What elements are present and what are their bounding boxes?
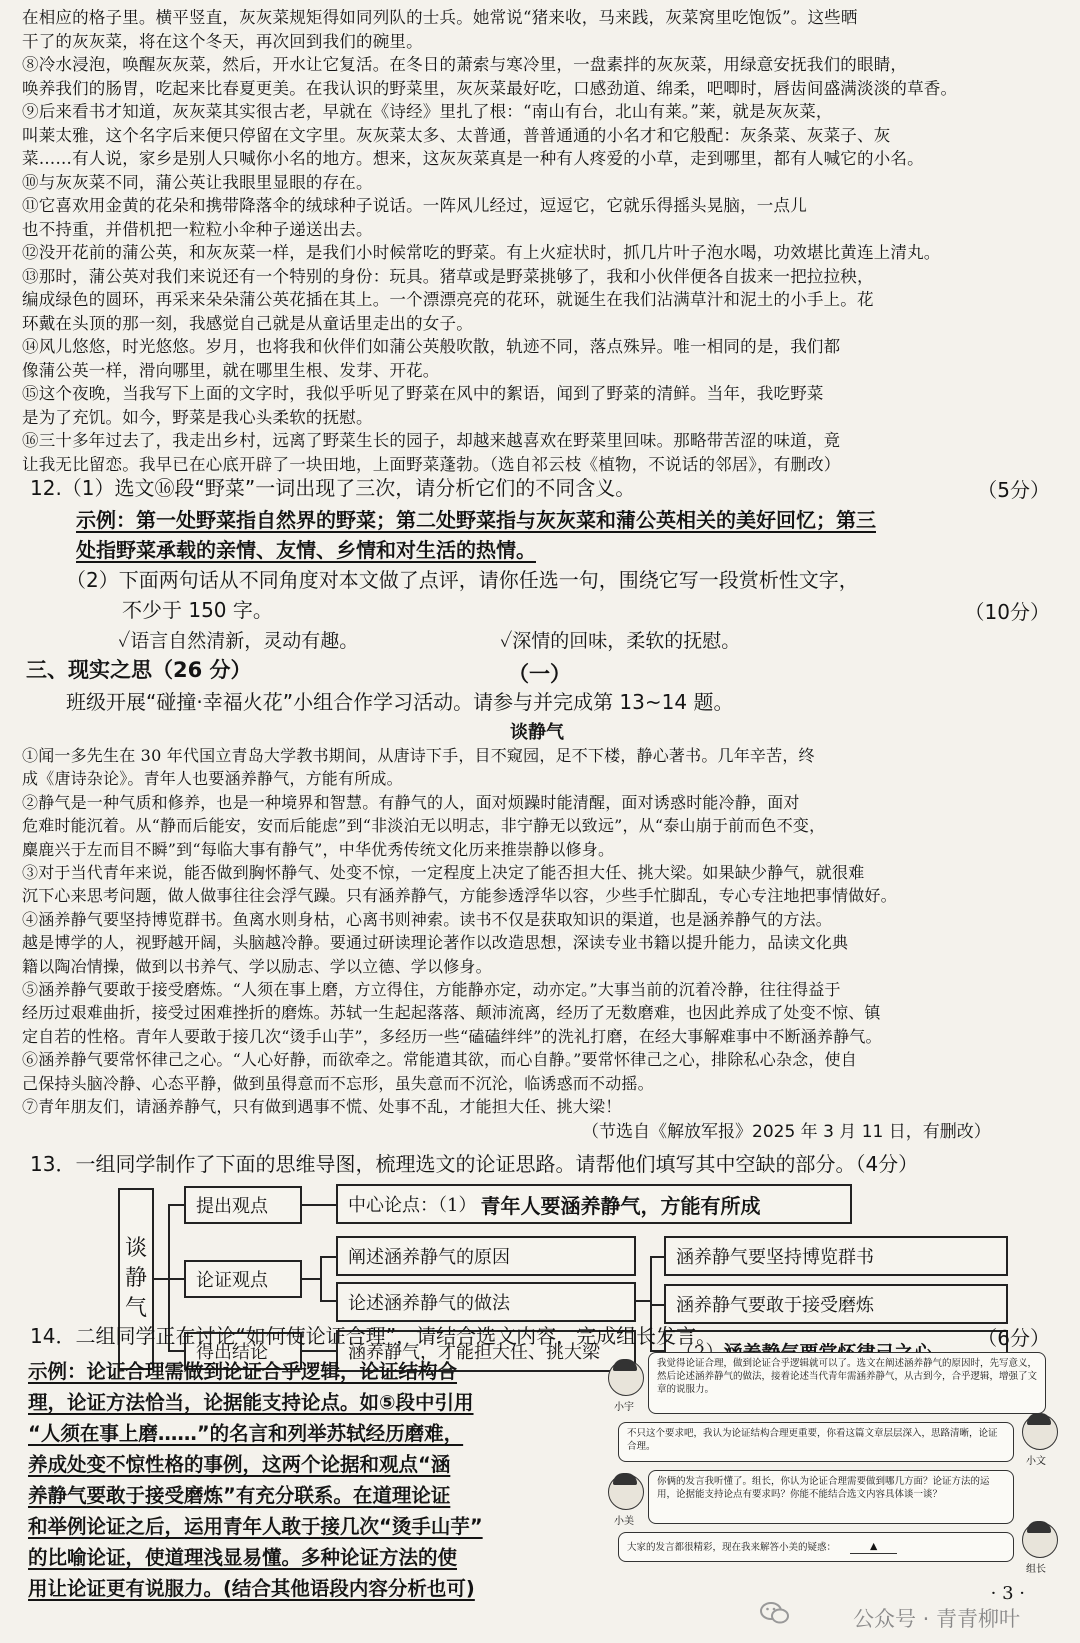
connector — [302, 1350, 336, 1352]
speech-bubble-2: 不只这个要求吧，我认为论证结构合理更重要，你看这篇文章层层深入，思路清晰，论证合理。 — [618, 1422, 1014, 1462]
connector — [302, 1204, 336, 1206]
leader-text: 大家的发言都很精彩，现在我来解答小美的疑惑： — [627, 1541, 837, 1553]
question-14: 14．二组同学正在讨论“如何使论证合理”，请结合选文内容，完成组长发言。 — [30, 1324, 717, 1348]
article-title: 谈静气 — [510, 722, 564, 743]
passage-1-line: ⑮这个夜晚，当我写下上面的文字时，我似乎听见了野菜在风中的絮语，闻到了野菜的清鲜。当年，我吃野菜 — [22, 384, 824, 403]
passage-2-line: ⑥涵养静气要常怀律己之心。“人心好静，而欲牵之。常能遣其欲，而心自静。”要常怀律己之心，排除私心杂念，使自 — [22, 1050, 857, 1070]
passage-1-line: 干了的灰灰菜，将在这个冬天，再次回到我们的碗里。 — [22, 31, 423, 51]
connector — [320, 1256, 322, 1302]
passage-1-line: 菜……有人说，家乡是别人只喊你小名的地方。想来，这灰灰菜真是一种有人疼爱的小草，走到哪里，都有人喊它的小名。 — [22, 149, 924, 168]
question-12-part2-cont: 不少于 150 字。 — [122, 598, 273, 622]
passage-1-line: ⑭风儿悠悠，时光悠悠。岁月，也将我和伙伴们如蒲公英般吹散，轨迹不同，落点殊异。唯一相同的是，我们都 — [22, 337, 841, 356]
question-12-part1-points: （5分） — [977, 478, 1050, 502]
passage-2-line: ④涵养静气要坚持博览群书。鱼离水则身枯，心离书则神索。读书不仅是获取知识的渠道，也是涵养静气的方法。 — [22, 909, 833, 929]
passage-2-line: ⑤涵养静气要敢于接受磨炼。“人须在事上磨，方立得住，方能静亦定，动亦定。”大事当前的沉着冷静，往往得益于 — [22, 980, 841, 1000]
speaker-name: 小宇 — [614, 1402, 634, 1413]
passage-2-line: 麋鹿兴于左而目不瞬”到“每临大事有静气”，中华优秀传统文化历来推崇静以修身。 — [22, 839, 615, 859]
speech-bubble-1: 我觉得论证合理，做到论证合乎逻辑就可以了。选文在阐述涵养静气的原因时，先写意义，然后论述涵养静气的做法，接着论述当代青年需涵养静气，从古到今，合乎逻辑，增强了文章的说服力。 — [648, 1352, 1046, 1414]
section-title: 三、现实之思（26 分） — [26, 658, 252, 682]
avatar — [608, 1474, 644, 1510]
answer-line: 处指野菜承载的亲情、友情、乡情和对生活的热情。 — [76, 538, 536, 562]
answer-line: 示例：第一处野菜指自然界的野菜；第二处野菜指与灰灰菜和蒲公英相关的美好回忆；第三 — [76, 508, 876, 532]
avatar — [608, 1360, 644, 1396]
speaker-name: 小文 — [1026, 1456, 1046, 1467]
answer-blank: ▲ — [850, 1540, 897, 1554]
connector — [168, 1204, 184, 1206]
root-char: 静 — [124, 1266, 147, 1291]
passage-1-line: 像蒲公英一样，滑向哪里，就在哪里生根、发芽、开花。 — [22, 360, 440, 380]
mindmap-node-argue: 论证观点 — [184, 1260, 302, 1298]
passage-1-line: 让我无比留恋。我早已在心底开辟了一块田地，上面野菜蓬勃。（选自祁云枝《植物，不说话的邻居》，有删改） — [22, 454, 841, 474]
root-char: 谈 — [124, 1236, 147, 1261]
section-sub: （一） — [508, 662, 571, 686]
section-intro: 班级开展“碰撞·幸福火花”小组合作学习活动。请参与并完成第 13~14 题。 — [66, 690, 734, 714]
speech-bubble-4 — [618, 1532, 1014, 1562]
passage-1-line: ⑨后来看书才知道，灰灰菜其实很古老，早就在《诗经》里扎了根：“南山有台，北山有莱。”莱，就是灰灰菜， — [22, 102, 833, 121]
passage-2 — [22, 744, 1054, 1119]
discussion-comic — [608, 1352, 1060, 1580]
question-13: 13．一组同学制作了下面的思维导图，梳理选文的论证思路。请帮他们填写其中空缺的部分。（4分） — [30, 1152, 919, 1176]
passage-2-line: ⑦青年朋友们，请涵养静气，只有做到遇事不慌、处事不乱，才能担大任、挑大梁！ — [22, 1097, 622, 1117]
passage-1 — [22, 6, 1054, 476]
answer-line: 理，论证方法恰当，论据能支持论点。如⑤段中引用 — [28, 1391, 474, 1414]
passage-2-line: ②静气是一种气质和修养，也是一种境界和智慧。有静气的人，面对烦躁时能清醒，面对诱惑时能冷静，面对 — [22, 792, 800, 812]
connector — [320, 1300, 336, 1302]
passage-1-line: 编成绿色的圆环，再采来朵朵蒲公英花插在其上。一个漂漂亮亮的花环，就诞生在我们沾满草汁和泥土的小手上。花 — [22, 290, 874, 309]
answer-line: 用让论证更有说服力。(结合其他语段内容分析也可) — [28, 1577, 475, 1600]
passage-2-line: 籍以陶冶情操，做到以书养气、学以励志、学以立德、学以修身。 — [22, 956, 492, 976]
passage-1-line: 在相应的格子里。横平竖直，灰灰菜规矩得如同列队的士兵。她常说“猪来收，马来践，灰菜窝里吃饱饭”。这些晒 — [22, 8, 858, 27]
root-char: 气 — [124, 1296, 147, 1321]
passage-1-line: 唤养我们的肠胃，吃起来比春夏更美。在我认识的野菜里，灰灰菜最好吃，口感劲道、绵柔，吧唧时，唇齿间盛满淡淡的草香。 — [22, 78, 958, 98]
question-12-part2-points: （10分） — [964, 600, 1050, 624]
question-12-part1: 12.（1）选文⑯段“野菜”一词出现了三次，请分析它们的不同含义。 — [30, 476, 636, 500]
passage-2-line: ③对于当代青年来说，能否做到胸怀静气、处变不惊，一定程度上决定了能否担大任、挑大梁。如果缺少静气，就很难 — [22, 863, 865, 883]
passage-1-line: 也不持重，并借机把一粒粒小伞种子递送出去。 — [22, 219, 373, 239]
passage-2-line: 越是博学的人，视野越开阔，头脑越冷静。要通过研读理论著作以改造思想，深读专业书籍以提升能力，品读文化典 — [22, 933, 849, 953]
wechat-icon — [760, 1601, 790, 1625]
passage-1-line: ⑬那时，蒲公英对我们来说还有一个特别的身份：玩具。猪草或是野菜挑够了，我和小伙伴便各自拔来一把拉拉秧， — [22, 266, 874, 286]
passage-2-source: （节选自《解放军报》2025 年 3 月 11 日，有删改） — [582, 1122, 991, 1142]
answer-line: 养静气要敢于接受磨炼”有充分联系。在道理论证 — [28, 1484, 451, 1507]
passage-1-line: 是为了充饥。如今，野菜是我心头柔软的抚慰。 — [22, 407, 373, 427]
connector — [636, 1300, 650, 1302]
passage-2-line: ①闻一多先生在 30 年代国立青岛大学教书期间，从唐诗下手，目不窥园，足不下楼，静心著书。几年辛苦，终 — [22, 746, 815, 765]
answer-line: 示例：论证合理需做到论证合乎逻辑，论证结构合 — [28, 1360, 458, 1383]
mindmap-central-claim — [336, 1184, 852, 1224]
passage-1-line: ⑫没开花前的蒲公英，和灰灰菜一样，是我们小时候常吃的野菜。有上火症状时，抓几片叶子泡水喝，功效堪比黄连上清丸。 — [22, 243, 941, 262]
speaker-name: 组长 — [1026, 1564, 1046, 1575]
watermark: 公众号 · 青青柳叶 — [852, 1607, 1020, 1631]
mindmap-method: 论述涵养静气的做法 — [336, 1282, 636, 1322]
passage-1-line: ⑪它喜欢用金黄的花朵和携带降落伞的绒球种子说话。一阵风儿经过，逗逗它，它就乐得摇头晃脑，一点儿 — [22, 196, 807, 215]
page-number: · 3 · — [990, 1583, 1025, 1604]
central-claim-answer: 青年人要涵养静气，方能有所成 — [480, 1193, 761, 1218]
question-12-part2: （2）下面两句话从不同角度对本文做了点评，请你任选一句，围绕它写一段赏析性文字， — [66, 568, 859, 592]
question-14-answer — [28, 1356, 608, 1604]
answer-line: “人须在事上磨……”的名言和列举苏轼经历磨难， — [28, 1422, 464, 1445]
handwritten-comment-2: ✓深情的回味，柔软的抚慰。 — [500, 630, 741, 652]
mindmap-node-propose: 提出观点 — [184, 1186, 302, 1224]
connector — [650, 1256, 664, 1258]
speaker-name: 小美 — [614, 1516, 634, 1527]
passage-1-line: ⑩与灰灰菜不同，蒲公英让我眼里显眼的存在。 — [22, 172, 373, 192]
question-12-answer — [76, 505, 1056, 565]
passage-2-line: 经历过艰难曲折，接受过困难挫折的磨炼。苏轼一生起起落落、颠沛流离，经历了无数磨难，也因此养成了处变不惊、镇 — [22, 1003, 881, 1023]
connector — [302, 1278, 320, 1280]
speech-bubble-3: 你俩的发言我听懂了。组长，你认为论证合理需要做到哪几方面？论证方法的运用，论据能支持论点有要求吗？你能不能结合选文内容具体谈一谈？ — [648, 1470, 1014, 1524]
connector — [154, 1278, 168, 1280]
passage-2-line: 沉下心来思考问题，做人做事往往会浮气躁。只有涵养静气，方能参透浮华以容，少些手忙脚乱，专心专注地把事情做好。 — [22, 886, 897, 906]
passage-2-line: 成《唐诗杂论》。青年人也要涵养静气，方能有所成。 — [22, 769, 403, 789]
answer-line: 养成处变不惊性格的事例，这两个论据和观点“涵 — [28, 1453, 451, 1476]
connector — [320, 1256, 336, 1258]
mindmap-method-1: 涵养静气要坚持博览群书 — [664, 1236, 1008, 1276]
passage-1-line: 环戴在头顶的那一刻，我感觉自己就是从童话里走出的女子。 — [22, 313, 473, 333]
mindmap-reason: 阐述涵养静气的原因 — [336, 1236, 636, 1276]
handwritten-comment-1: ✓语言自然清新，灵动有趣。 — [118, 630, 359, 652]
mindmap-method-2: 涵养静气要敢于接受磨炼 — [664, 1284, 1008, 1324]
passage-2-line: 己保持头脑冷静、心态平静，做到虽得意而不忘形，虽失意而不沉沦，临诱惑而不动摇。 — [22, 1073, 654, 1093]
answer-line: 和举例论证之后，运用青年人敢于接几次“烫手山芋” — [28, 1515, 483, 1538]
connector — [650, 1304, 664, 1306]
passage-2-line: 定自若的性格。青年人要敢于接几次“烫手山芋”，多经历一些“磕磕绊绊”的洗礼打磨，在经大事解难事中不断涵养静气。 — [22, 1026, 882, 1046]
mindmap-node-conclude: 得出结论 — [184, 1332, 302, 1370]
passage-1-line: 叫莱太雅，这个名字后来便只停留在文字里。灰灰菜太多、太普通，普普通通的小名才和它般配：灰条菜、灰菜子、灰 — [22, 125, 891, 145]
question-14-points: （6分） — [977, 1326, 1050, 1350]
avatar — [1022, 1414, 1058, 1450]
connector — [168, 1278, 184, 1280]
passage-1-line: ⑧冷水浸泡，唤醒灰灰菜，然后，开水让它复活。在冬日的萧索与寒冷里，一盘素拌的灰灰菜，用绿意安抚我们的眼睛， — [22, 55, 908, 74]
passage-1-line: ⑯三十多年过去了，我走出乡村，远离了野菜生长的园子，却越来越喜欢在野菜里回味。那略带苦涩的味道，竟 — [22, 431, 841, 450]
mindmap-conclusion: 涵养静气，才能担大任、挑大梁 — [336, 1330, 636, 1372]
passage-2-line: 危难时能沉着。从“静而后能安，安而后能虑”到“非淡泊无以明志，非宁静无以致远”，从“泰山崩于前而色不变， — [22, 816, 826, 836]
answer-line: 的比喻论证，使道理浅显易懂。多种论证方法的使 — [28, 1546, 458, 1569]
avatar — [1022, 1522, 1058, 1558]
connector — [168, 1350, 184, 1352]
central-claim-label: 中心论点：（1） — [348, 1195, 477, 1216]
